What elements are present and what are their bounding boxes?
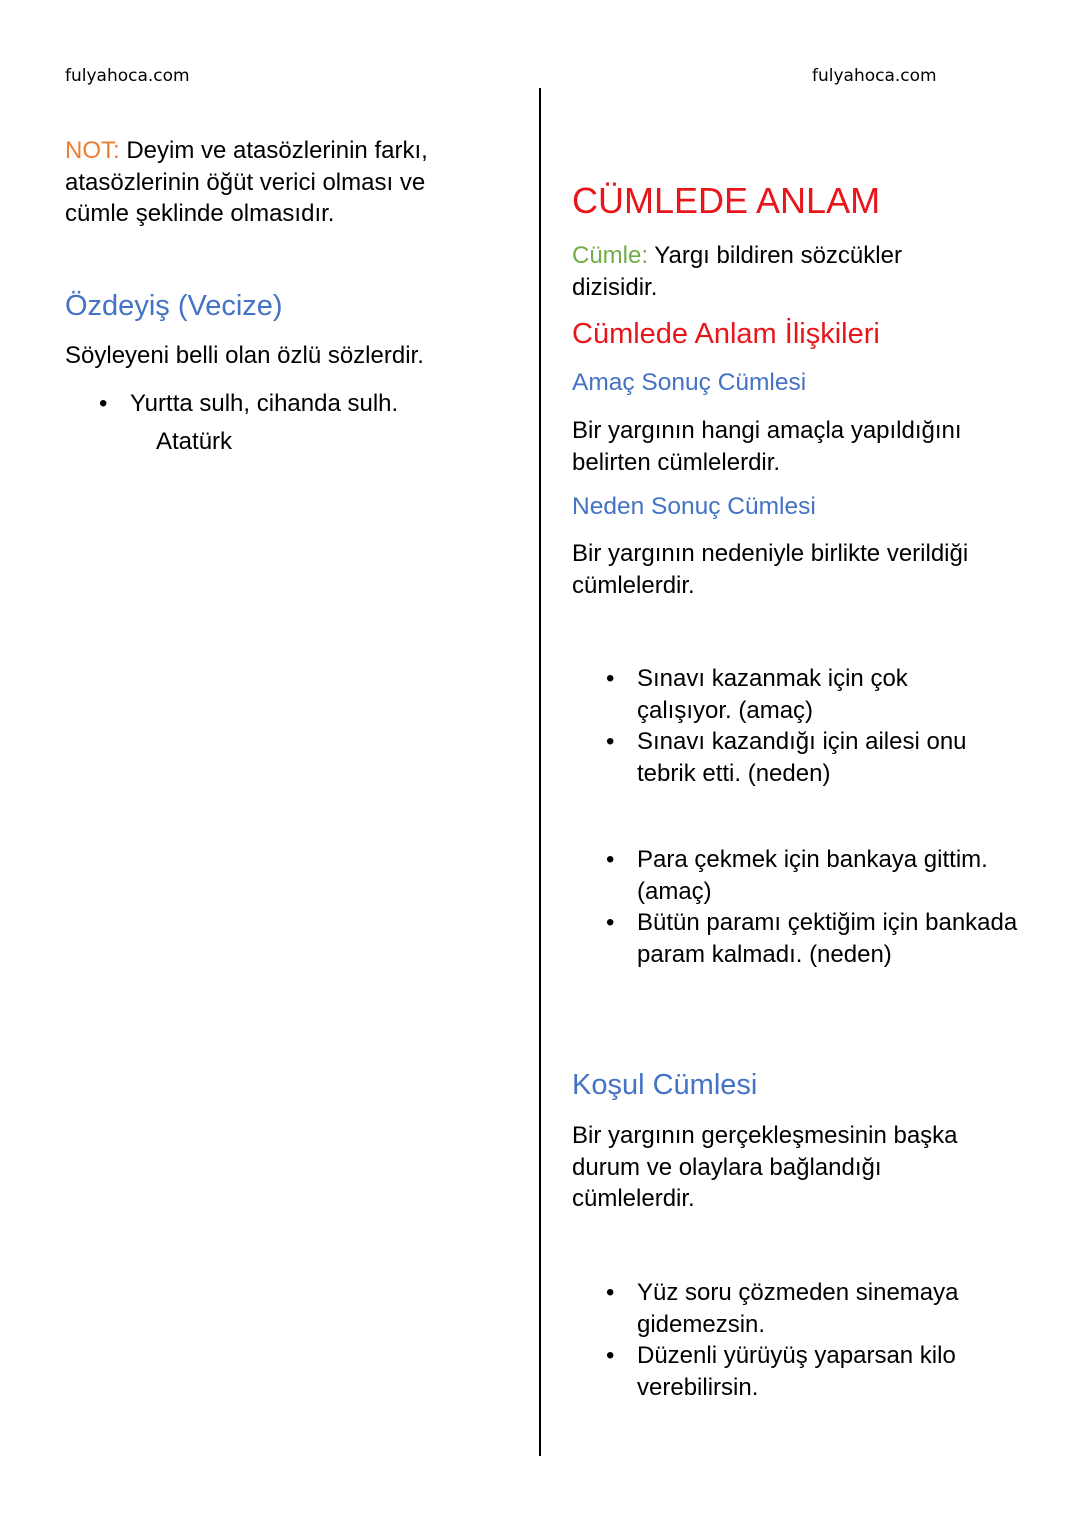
example-text: Yüz soru çözmeden sinemaya gidemezsin.	[637, 1279, 959, 1338]
list-item	[572, 663, 972, 726]
example-text: Düzenli yürüyüş yaparsan kilo verebilirsin.	[637, 1342, 956, 1401]
page-title: CÜMLEDE ANLAM	[572, 180, 881, 221]
amac-heading: Amaç Sonuç Cümlesi	[572, 369, 807, 396]
examples-list-3	[572, 1277, 992, 1403]
column-divider	[539, 88, 541, 1456]
header-left: fulyahoca.com	[65, 66, 190, 86]
note-label: NOT:	[65, 137, 120, 164]
cumle-label: Cümle:	[572, 242, 649, 269]
example-text: Bütün paramı çektiğim için bankada param kalmadı. (neden)	[637, 909, 1018, 968]
bullet-icon: •	[99, 390, 108, 417]
list-item	[65, 388, 485, 420]
amac-definition: Bir yargının hangi amaçla yapıldığını belirten cümlelerdir.	[572, 417, 962, 476]
note-text: Deyim ve atasözlerinin farkı, atasözlerinin öğüt verici olması ve cümle şeklinde olmasıdır.	[65, 137, 428, 227]
examples-list-2	[572, 844, 1032, 970]
neden-definition: Bir yargının nedeniyle birlikte verildiği cümlelerdir.	[572, 540, 969, 599]
bullet-icon: •	[606, 1279, 615, 1306]
list-item	[572, 1340, 992, 1403]
example-text: Sınavı kazandığı için ailesi onu tebrik etti. (neden)	[637, 728, 967, 787]
ozdeyis-definition: Söyleyeni belli olan özlü sözlerdir.	[65, 342, 424, 369]
list-item	[572, 1277, 992, 1340]
cumle-text: Yargı bildiren sözcükler dizisidir.	[572, 242, 902, 301]
bullet-icon: •	[606, 665, 615, 692]
neden-heading: Neden Sonuç Cümlesi	[572, 493, 816, 520]
example-text: Para çekmek için bankaya gittim. (amaç)	[637, 846, 988, 905]
note-paragraph	[65, 135, 465, 230]
examples-list-1	[572, 663, 972, 789]
header-right: fulyahoca.com	[812, 66, 937, 86]
bullet-icon: •	[606, 728, 615, 755]
bullet-icon: •	[606, 909, 615, 936]
example-text: Yurtta sulh, cihanda sulh.	[130, 390, 399, 417]
list-item	[572, 907, 1032, 970]
quote-author: Atatürk	[156, 428, 233, 455]
kosul-heading: Koşul Cümlesi	[572, 1069, 758, 1101]
cumle-definition	[572, 240, 992, 303]
relations-heading: Cümlede Anlam İlişkileri	[572, 318, 880, 350]
kosul-definition: Bir yargının gerçekleşmesinin başka durum ve olaylara bağlandığı cümlelerdir.	[572, 1122, 958, 1212]
bullet-icon: •	[606, 846, 615, 873]
ozdeyis-heading: Özdeyiş (Vecize)	[65, 290, 283, 322]
example-text: Sınavı kazanmak için çok çalışıyor. (amaç)	[637, 665, 908, 724]
list-item	[572, 726, 972, 789]
ozdeyis-example-list	[65, 388, 485, 420]
bullet-icon: •	[606, 1342, 615, 1369]
list-item	[572, 844, 1032, 907]
